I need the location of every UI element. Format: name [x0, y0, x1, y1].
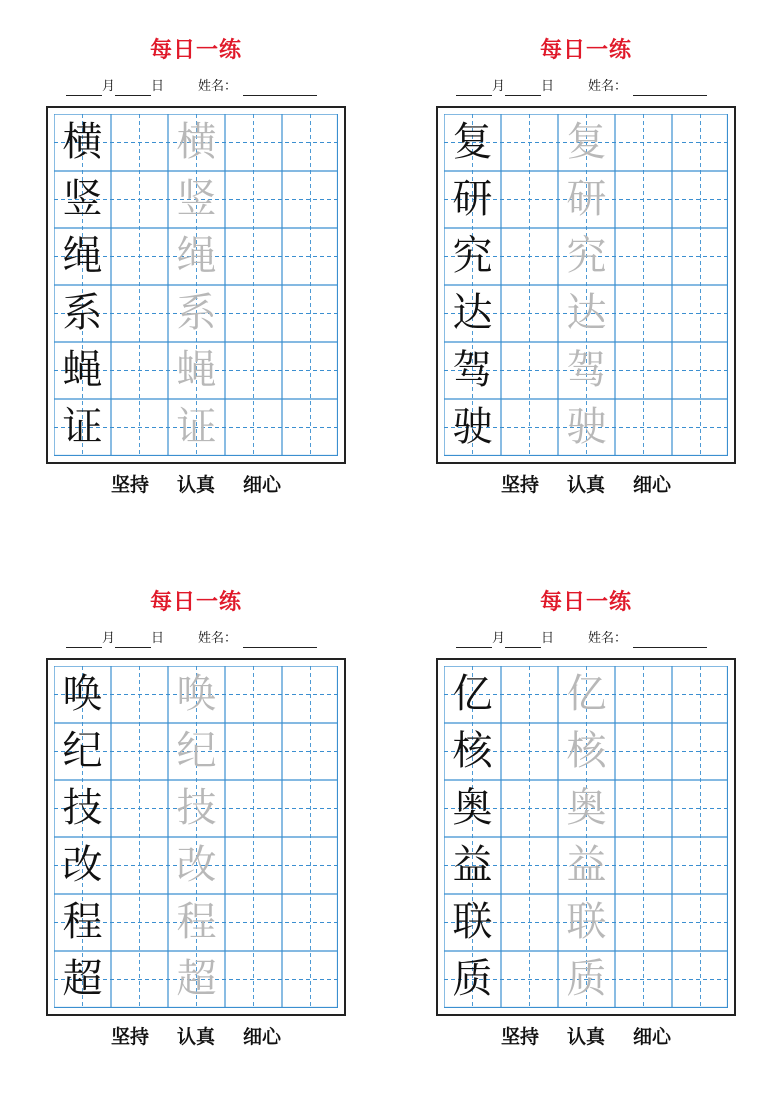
model-character: 纪: [62, 728, 103, 774]
month-blank[interactable]: [66, 633, 102, 648]
day-blank[interactable]: [505, 81, 541, 96]
character-row: [444, 228, 728, 285]
model-character: 亿: [452, 671, 493, 717]
motto-word: 细心: [633, 1026, 672, 1048]
motto-word: 坚持: [110, 1026, 149, 1048]
trace-character[interactable]: 益: [566, 842, 607, 888]
writing-grid: [54, 666, 338, 1008]
writing-grid: [54, 114, 338, 456]
character-row: [444, 723, 728, 780]
motto-word: 认真: [176, 1026, 215, 1048]
name-blank[interactable]: [243, 81, 317, 96]
motto-word: 细心: [243, 474, 282, 496]
sheet-title: 每日一练: [539, 590, 632, 615]
character-row: [444, 285, 728, 342]
month-label: 月: [102, 79, 116, 94]
model-character: 联: [452, 899, 493, 945]
motto: [436, 472, 736, 498]
character-row: [444, 894, 728, 951]
model-character: 改: [62, 842, 103, 888]
month-label: 月: [102, 631, 116, 646]
date-name-line: [456, 630, 707, 648]
character-row: [54, 666, 338, 723]
model-character: 复: [452, 119, 493, 165]
motto-word: 坚持: [500, 474, 539, 496]
motto-word: 细心: [243, 1026, 282, 1048]
motto: [46, 1024, 346, 1050]
name-blank[interactable]: [243, 633, 317, 648]
model-character: 质: [452, 956, 493, 1002]
motto-word: 认真: [566, 1026, 605, 1048]
model-character: 达: [452, 290, 493, 336]
trace-character[interactable]: 复: [566, 119, 607, 165]
model-character: 超: [62, 956, 103, 1002]
motto-word: 细心: [633, 474, 672, 496]
name-label: 姓名：: [588, 79, 628, 94]
model-character: 绳: [62, 233, 103, 279]
day-label: 日: [151, 79, 165, 94]
character-row: [54, 951, 338, 1008]
model-character: 驶: [452, 404, 493, 450]
sheet-title: 每日一练: [149, 590, 242, 615]
character-row: [444, 342, 728, 399]
day-label: 日: [541, 631, 555, 646]
day-blank[interactable]: [115, 81, 151, 96]
sheet-title: 每日一练: [149, 38, 242, 63]
character-row: [54, 723, 338, 780]
character-row: [444, 399, 728, 456]
character-row: [54, 837, 338, 894]
trace-character[interactable]: 改: [176, 842, 217, 888]
model-character: 益: [452, 842, 493, 888]
motto-word: 坚持: [110, 474, 149, 496]
model-character: 竖: [62, 176, 103, 222]
character-row: [444, 114, 728, 171]
character-row: [444, 666, 728, 723]
trace-character[interactable]: 竖: [176, 176, 217, 222]
motto: [436, 1024, 736, 1050]
character-row: [54, 780, 338, 837]
trace-character[interactable]: 达: [566, 290, 607, 336]
day-blank[interactable]: [505, 633, 541, 648]
name-label: 姓名：: [588, 631, 628, 646]
character-row: [54, 894, 338, 951]
name-label: 姓名：: [198, 79, 238, 94]
model-character: 驾: [452, 347, 493, 393]
trace-character[interactable]: 奥: [566, 785, 607, 831]
character-row: [54, 228, 338, 285]
sheet-title: 每日一练: [539, 38, 632, 63]
trace-character[interactable]: 技: [176, 785, 217, 831]
trace-character[interactable]: 系: [176, 290, 217, 336]
day-blank[interactable]: [115, 633, 151, 648]
trace-character[interactable]: 纪: [176, 728, 217, 774]
date-name-line: [66, 630, 317, 648]
motto-word: 认真: [566, 474, 605, 496]
motto: [46, 472, 346, 498]
trace-character[interactable]: 程: [176, 899, 217, 945]
name-blank[interactable]: [633, 81, 707, 96]
month-label: 月: [492, 79, 506, 94]
month-blank[interactable]: [66, 81, 102, 96]
character-row: [444, 171, 728, 228]
model-character: 系: [62, 290, 103, 336]
day-label: 日: [151, 631, 165, 646]
character-row: [54, 114, 338, 171]
trace-character[interactable]: 究: [566, 233, 607, 279]
month-label: 月: [492, 631, 506, 646]
writing-grid: [444, 114, 728, 456]
character-row: [444, 837, 728, 894]
trace-character[interactable]: 质: [566, 956, 607, 1002]
model-character: 程: [62, 899, 103, 945]
trace-character[interactable]: 核: [566, 728, 607, 774]
motto-word: 坚持: [500, 1026, 539, 1048]
trace-character[interactable]: 绳: [176, 233, 217, 279]
writing-grid-frame: [436, 658, 736, 1016]
writing-grid-frame: [46, 106, 346, 464]
trace-character[interactable]: 横: [176, 119, 217, 165]
model-character: 蝇: [62, 347, 103, 393]
date-name-line: [456, 78, 707, 96]
character-row: [444, 951, 728, 1008]
model-character: 证: [62, 404, 103, 450]
trace-character[interactable]: 超: [176, 956, 217, 1002]
trace-character[interactable]: 证: [176, 404, 217, 450]
trace-character[interactable]: 亿: [566, 671, 607, 717]
trace-character[interactable]: 驾: [566, 347, 607, 393]
model-character: 横: [62, 119, 103, 165]
character-row: [54, 285, 338, 342]
character-row: [54, 399, 338, 456]
writing-grid-frame: [46, 658, 346, 1016]
day-label: 日: [541, 79, 555, 94]
date-name-line: [66, 78, 317, 96]
model-character: 研: [452, 176, 493, 222]
model-character: 核: [452, 728, 493, 774]
character-row: [54, 342, 338, 399]
character-row: [54, 171, 338, 228]
month-blank[interactable]: [456, 81, 492, 96]
name-label: 姓名：: [198, 631, 238, 646]
model-character: 奥: [452, 785, 493, 831]
motto-word: 认真: [176, 474, 215, 496]
trace-character[interactable]: 唤: [176, 671, 217, 717]
month-blank[interactable]: [456, 633, 492, 648]
trace-character[interactable]: 蝇: [176, 347, 217, 393]
trace-character[interactable]: 驶: [566, 404, 607, 450]
trace-character[interactable]: 研: [566, 176, 607, 222]
writing-grid: [444, 666, 728, 1008]
model-character: 技: [62, 785, 103, 831]
model-character: 究: [452, 233, 493, 279]
trace-character[interactable]: 联: [566, 899, 607, 945]
name-blank[interactable]: [633, 633, 707, 648]
writing-grid-frame: [436, 106, 736, 464]
character-row: [444, 780, 728, 837]
model-character: 唤: [62, 671, 103, 717]
